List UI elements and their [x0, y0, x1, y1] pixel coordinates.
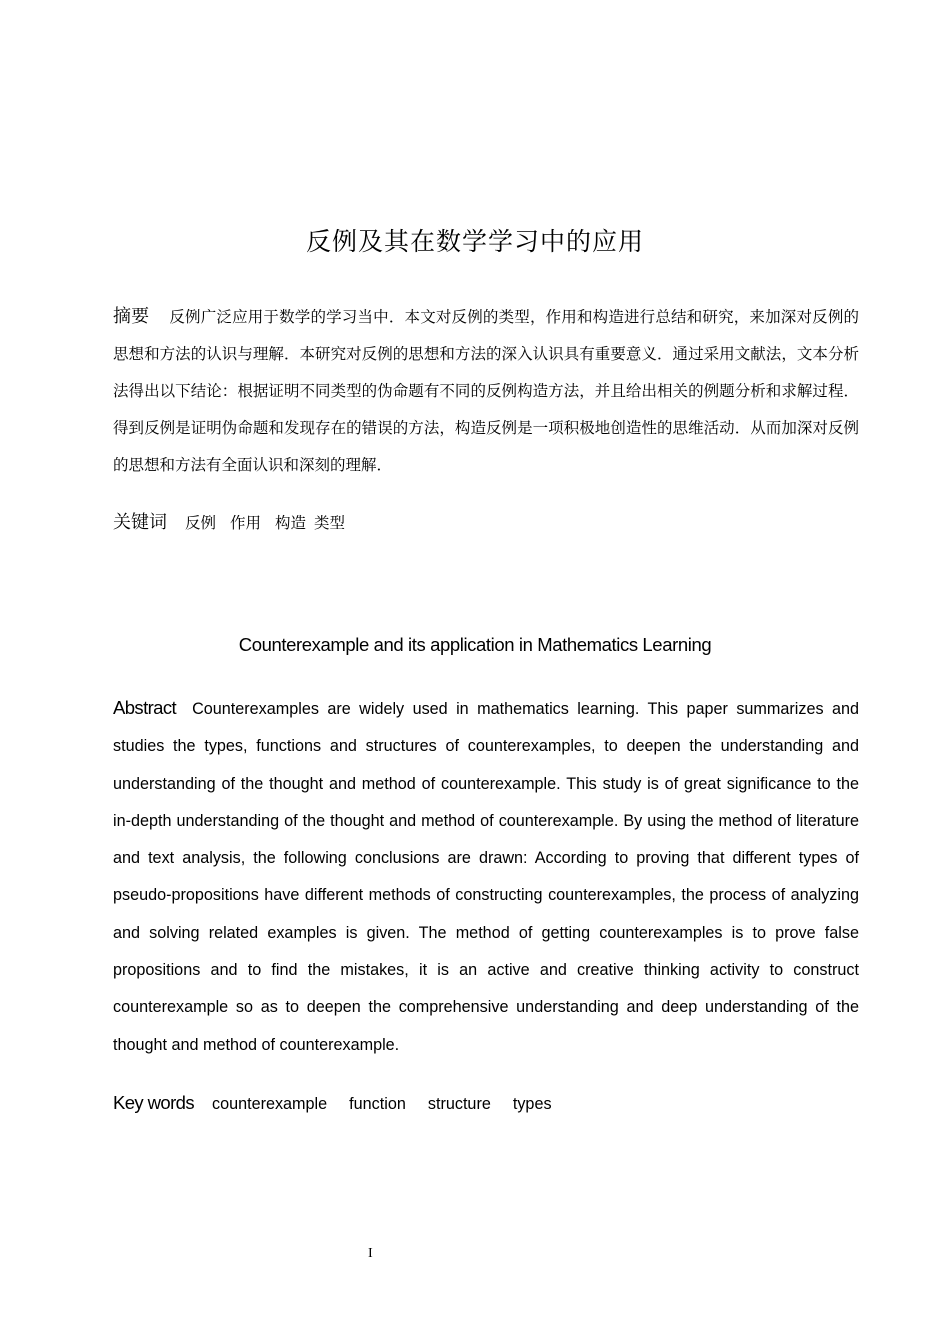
english-keyword: counterexample [211, 1095, 328, 1113]
chinese-keyword: 类型 [314, 514, 346, 532]
english-abstract-text: Counterexamples are widely used in mathematics learning. This paper summarizes and studies the types, functions and structures of counterexamples, to deepen the understanding and understanding of the thought and method of counterexample. This study is of great significance to the in-depth understanding of the thought and method of counterexample. By using the method of literature and text analysis, the following conclusions are drawn: According to proving that different types of pseudo-propositions have different methods of constructing counterexamples, the process of analyzing and solving related examples is given. The method of getting counterexamples is to prove false propositions and to find the mistakes, it is an active and creative thinking activity to construct counterexample so as to deepen the comprehensive understanding and deep understanding of the thought and method of counterexample. [113, 700, 859, 1054]
chinese-keyword: 作用 [230, 514, 262, 532]
english-keywords-label: Key words [113, 1092, 194, 1113]
chinese-keywords [113, 508, 859, 538]
english-title: Counterexample and its application in Mathematics Learning [238, 634, 712, 655]
english-keyword: structure [427, 1095, 491, 1113]
chinese-keywords-label: 关键词 [113, 512, 167, 533]
chinese-title: 反例及其在数学学习中的应用 [305, 227, 644, 256]
english-keywords [113, 1088, 859, 1119]
chinese-abstract-label: 摘要 [113, 306, 150, 327]
chinese-abstract-text: 反例广泛应用于数学的学习当中．本文对反例的类型，作用和构造进行总结和研究，来加深对反例的思想和方法的认识与理解．本研究对反例的思想和方法的深入认识具有重要意义．通过采用文献法，文本分析法得出以下结论：根据证明不同类型的伪命题有不同的反例构造方法，并且给出相关的例题分析和求解过程．得到反例是证明伪命题和发现存在的错误的方法，构造反例是一项积极地创造性的思维活动．从而加深对反例的思想和方法有全面认识和深刻的理解． [113, 308, 859, 474]
english-keyword: function [349, 1095, 406, 1113]
english-abstract [113, 689, 859, 1064]
page-number: I [368, 1246, 373, 1261]
chinese-abstract [113, 298, 859, 484]
chinese-keyword: 构造 [275, 514, 307, 532]
chinese-keyword: 反例 [185, 514, 217, 532]
english-keyword: types [512, 1095, 552, 1113]
english-abstract-label: Abstract [113, 697, 177, 718]
